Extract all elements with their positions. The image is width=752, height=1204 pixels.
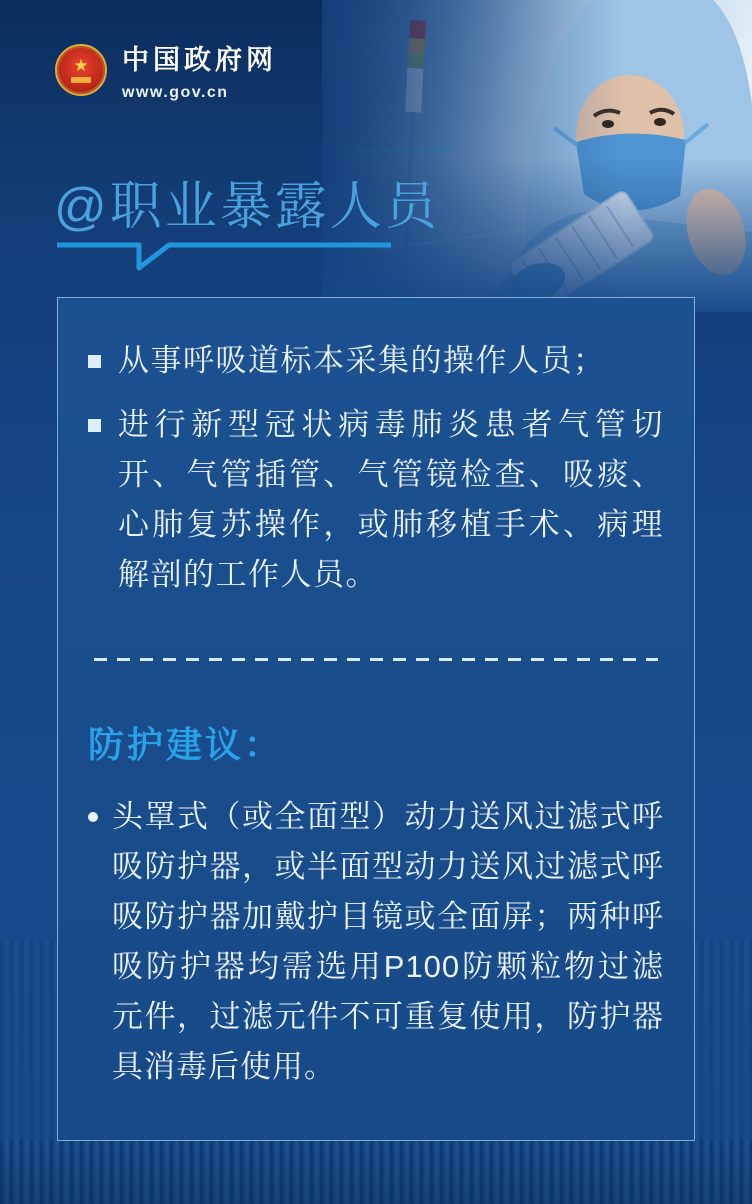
exposure-group-2: 进行新型冠状病毒肺炎患者气管切开、气管插管、气管镜检查、吸痰、心肺复苏操作，或肺移植手术、病理解剖的工作人员。 [118, 407, 664, 592]
list-item [88, 792, 664, 1092]
china-national-emblem-icon [55, 44, 107, 96]
round-bullet-icon [88, 812, 98, 822]
advice-text: 头罩式（或全面型）动力送风过滤式呼吸防护器，或半面型动力送风过滤式呼吸防护器加戴护目镜或全面屏；两种呼吸防护器均需选用P100防颗粒物过滤元件，过滤元件不可重复使用，防护器具消毒后使用。 [112, 799, 664, 1084]
emblem-gate-shape [71, 77, 91, 83]
list-item [88, 336, 664, 386]
background-stripes-footer [0, 1140, 752, 1204]
dashed-divider [94, 658, 658, 661]
gov-site-logo [55, 38, 277, 102]
advice-heading: 防护建议： [88, 724, 284, 765]
exposure-group-1: 从事呼吸道标本采集的操作人员； [118, 343, 606, 378]
content-card [57, 297, 695, 1141]
site-url: www.gov.cn [122, 84, 229, 101]
title-underline-decoration [55, 240, 395, 274]
emblem-star-icon: ★ [73, 56, 89, 75]
square-bullet-icon [88, 355, 101, 368]
logo-text-block [122, 38, 277, 102]
list-item [88, 400, 664, 600]
square-bullet-icon [88, 419, 101, 432]
site-name: 中国政府网 [122, 45, 277, 75]
page-title: @职业暴露人员 [54, 178, 440, 236]
